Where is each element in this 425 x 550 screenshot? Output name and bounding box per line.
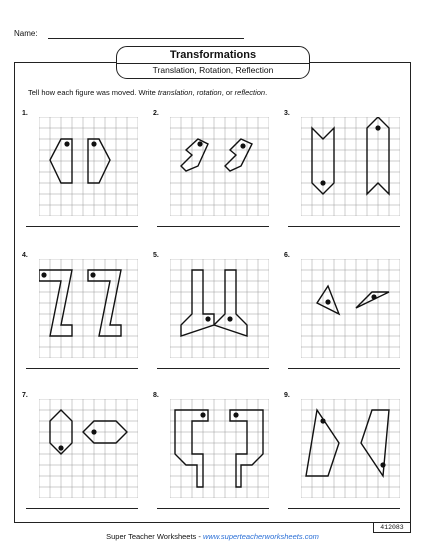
footer-url[interactable]: www.superteacherworksheets.com [202,532,319,541]
answer-line[interactable] [157,368,269,369]
problem-7 [22,392,138,518]
name-line[interactable] [48,38,244,39]
problem-1 [22,110,138,236]
problem-number: 6. [284,252,290,259]
footer: Super Teacher Worksheets - www.superteacherworksheets.com [106,532,319,541]
instructions: Tell how each figure was moved. Write translation, rotation, or reflection. [28,88,268,97]
problem-6 [284,252,400,378]
problem-number: 9. [284,392,290,399]
answer-line[interactable] [26,508,138,509]
worksheet-code: 412083 [373,522,411,533]
problem-number: 2. [153,110,159,117]
footer-brand: Super Teacher Worksheets [106,532,197,541]
problem-number: 3. [284,110,290,117]
problem-number: 1. [22,110,28,117]
answer-line[interactable] [288,226,400,227]
problem-number: 5. [153,252,159,259]
problem-2 [153,110,269,236]
problem-4-grid [39,259,138,358]
answer-line[interactable] [288,508,400,509]
title-box [116,46,310,79]
problem-9 [284,392,400,518]
page-subtitle: Translation, Rotation, Reflection [152,65,274,75]
page-title: Transformations [169,49,257,61]
problem-4 [22,252,138,378]
problem-8-grid [170,399,269,498]
name-label: Name: [14,29,38,38]
problem-5 [153,252,269,378]
problem-9-grid [301,399,400,498]
problem-3 [284,110,400,236]
problem-1-grid [39,117,138,216]
problem-6-grid [301,259,400,358]
answer-line[interactable] [157,226,269,227]
problem-5-grid [170,259,269,358]
problem-2-grid [170,117,269,216]
answer-line[interactable] [26,368,138,369]
title-divider [117,63,309,64]
problem-7-grid [39,399,138,498]
problem-number: 7. [22,392,28,399]
problem-3-grid [301,117,400,216]
answer-line[interactable] [288,368,400,369]
problem-number: 4. [22,252,28,259]
answer-line[interactable] [26,226,138,227]
answer-line[interactable] [157,508,269,509]
problem-number: 8. [153,392,159,399]
problem-8 [153,392,269,518]
